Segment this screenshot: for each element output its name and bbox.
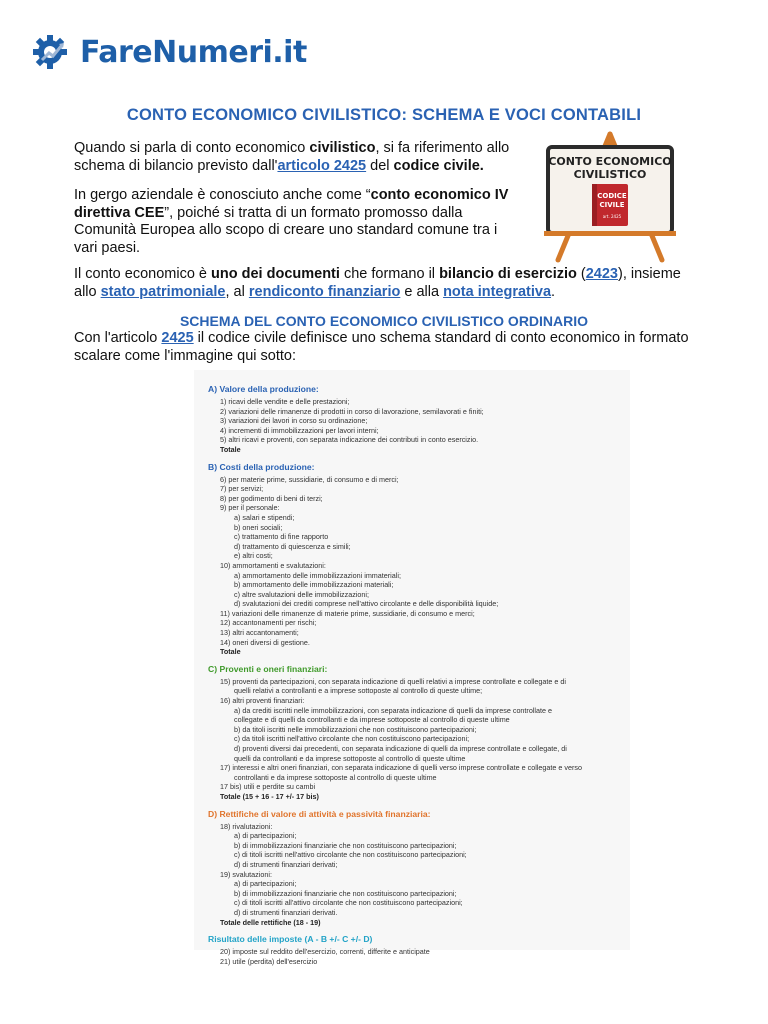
schema-line: d) di strumenti finanziari derivati. (234, 907, 338, 917)
schema-line: collegate e di quelli da controllanti e da imprese sottoposte al controllo di queste ultime (234, 715, 510, 725)
schema-line: quelli da controllanti e da imprese sottoposte al controllo di queste ultime (234, 753, 466, 763)
bold-text: conto economico IV direttiva CEE (74, 187, 509, 221)
schema-line: 17) interessi e altri oneri finanziari, con separata indicazione di quelli verso imprese controllate e collegate e verso (220, 763, 582, 773)
schema-spacer (212, 927, 630, 934)
schema-line: c) trattamento di fine rapporto (234, 532, 329, 542)
schema-total: Totale (15 + 16 - 17 +/- 17 bis) (220, 791, 319, 801)
schema-line: 10) ammortamenti e svalutazioni: (220, 560, 326, 570)
book-line2: CIVILE (599, 201, 625, 209)
logo-part1: Fare (80, 34, 153, 70)
schema-line: 1) ricavi delle vendite e delle prestazioni; (220, 397, 350, 406)
easel-illustration (540, 132, 680, 262)
schema-line: controllanti e da imprese sottoposte al controllo di queste ultime (234, 772, 437, 782)
schema-line: 12) accantonamenti per rischi; (220, 618, 317, 628)
schema-line: 5) altri ricavi e proventi, con separata indicazione dei contributi in conto esercizio. (220, 435, 479, 445)
easel-line1: CONTO ECONOMICO (548, 155, 672, 168)
bold-text: civilistico (309, 140, 376, 156)
text: In gergo aziendale è conosciuto anche come “ (74, 187, 371, 203)
text: , si fa riferimento allo schema di bilancio previsto dall' (74, 140, 510, 174)
book-line3: art. 2425 (602, 214, 622, 219)
bold-text: bilancio di esercizio (439, 266, 577, 282)
schema-total: Totale (220, 444, 241, 454)
link-2425[interactable]: 2425 (161, 330, 194, 346)
schema-line: d) proventi diversi dai precedenti, con separata indicazione di quelli da imprese controllate e collegate, di (234, 744, 567, 753)
text: Quando si parla di conto economico (74, 140, 310, 156)
schema-spacer (212, 455, 630, 462)
schema-line: a) di partecipazioni; (234, 879, 297, 889)
schema-line: a) ammortamento delle immobilizzazioni immateriali; (234, 570, 401, 580)
schema-section-heading: Risultato delle imposte (A - B +/- C +/- D) (208, 934, 373, 945)
bold-text: uno dei documenti (211, 266, 340, 282)
easel-line2: CIVILISTICO (573, 168, 647, 181)
bold-text: codice civile. (393, 157, 484, 174)
schema-line: 8) per godimento di beni di terzi; (220, 493, 323, 503)
schema-image (194, 370, 630, 966)
section-subtitle: SCHEMA DEL CONTO ECONOMICO CIVILISTICO ORDINARIO (179, 313, 589, 329)
schema-intro-paragraph (74, 330, 704, 365)
schema-line: 16) altri proventi finanziari: (220, 696, 305, 706)
link-2423[interactable]: 2423 (585, 266, 618, 282)
schema-line: b) da titoli iscritti nelle immobilizzazioni che non costituiscono partecipazioni; (234, 724, 477, 734)
link-rendiconto-finanziario[interactable]: rendiconto finanziario (248, 283, 401, 300)
logo-part2: Numeri.it (152, 34, 307, 70)
link-stato-patrimoniale[interactable]: stato patrimoniale (100, 283, 226, 300)
intro-paragraph-1 (74, 140, 514, 175)
schema-line: a) salari e stipendi; (234, 512, 295, 522)
schema-spacer (212, 657, 630, 664)
schema-line: c) di titoli iscritti all'attivo circolante che non costituiscono partecipazioni; (234, 898, 463, 908)
schema-line: 20) imposte sul reddito dell'esercizio, correnti, differite e anticipate (220, 947, 430, 957)
text: ), insieme allo (74, 266, 681, 300)
text: Il conto economico è (74, 266, 212, 282)
schema-line: 6) per materie prime, sussidiarie, di consumo e di merci; (220, 474, 399, 484)
schema-section-heading: D) Rettifiche di valore di attività e passività finanziaria: (208, 808, 431, 819)
schema-line: 14) oneri diversi di gestione. (220, 637, 310, 647)
schema-section-heading: B) Costi della produzione: (208, 461, 315, 472)
schema-total: Totale (220, 647, 241, 657)
schema-line: quelli relativi a controllanti e a imprese sottoposte al controllo di queste ultime; (234, 686, 483, 696)
gear-icon (32, 32, 78, 72)
link-articolo-2425[interactable]: articolo 2425 (277, 157, 367, 174)
schema-line: b) di immobilizzazioni finanziarie che non costituiscono partecipazioni; (234, 840, 457, 850)
schema-section-heading: A) Valore della produzione: (208, 384, 319, 394)
schema-line: 3) variazioni dei lavori in corso su ordinazione; (220, 416, 368, 426)
text: , al (225, 283, 249, 300)
schema-line: d) trattamento di quiescenza e simili; (234, 541, 351, 551)
schema-line: d) di strumenti finanziari derivati; (234, 859, 338, 869)
schema-line: d) svalutazioni dei crediti comprese nell'attivo circolante e delle disponibilità liquide; (234, 599, 499, 609)
schema-line: a) da crediti iscritti nelle immobilizzazioni, con separata indicazione di quelli da imprese controllate e (234, 705, 553, 715)
page-title: CONTO ECONOMICO CIVILISTICO: SCHEMA E VOCI CONTABILI (126, 106, 642, 124)
schema-spacer (212, 802, 630, 809)
text: il codice civile definisce uno schema standard di conto economico in formato scalare come l'immagine qui sotto: (74, 330, 689, 364)
text: che formano il (339, 266, 440, 282)
text: e alla (400, 283, 444, 300)
schema-line: 17 bis) utili e perdite su cambi (220, 782, 316, 792)
schema-line: 13) altri accantonamenti; (220, 628, 299, 638)
link-nota-integrativa[interactable]: nota integrativa (443, 283, 552, 300)
text: ( (576, 266, 586, 282)
schema-line: 15) proventi da partecipazioni, con separata indicazione di quelli relativi a imprese controllate e collegate e di (220, 676, 567, 686)
text: del (366, 157, 394, 174)
schema-total: Totale delle rettifiche (18 - 19) (220, 917, 321, 927)
schema-line: 18) rivalutazioni: (220, 821, 273, 831)
schema-line: b) oneri sociali; (234, 522, 283, 532)
text: ”, poiché si tratta di un formato promosso dalla Comunità Europea allo scopo di creare uno standard comune tra i vari paesi. (74, 204, 498, 256)
schema-line: c) di titoli iscritti nell'attivo circolante che non costituiscono partecipazioni; (234, 850, 467, 860)
schema-line: c) altre svalutazioni delle immobilizzazioni; (234, 589, 370, 599)
text: . (551, 283, 556, 300)
schema-section-heading: C) Proventi e oneri finanziari: (208, 663, 328, 674)
schema-line: 11) variazioni delle rimanenze di materie prime, sussidiarie, di consumo e merci; (220, 608, 475, 618)
schema-line: a) di partecipazioni; (234, 831, 297, 841)
schema-line: b) ammortamento delle immobilizzazioni materiali; (234, 580, 394, 590)
schema-line: 19) svalutazioni: (220, 869, 272, 879)
schema-line: c) da titoli iscritti nell'attivo circolante che non costituiscono partecipazioni; (234, 734, 470, 744)
intro-paragraph-3 (74, 266, 704, 301)
schema-line: b) di immobilizzazioni finanziarie che non costituiscono partecipazioni; (234, 888, 457, 898)
schema-line: 2) variazioni delle rimanenze di prodotti in corso di lavorazione, semilavorati e finiti; (220, 406, 484, 416)
schema-line: 7) per servizi; (220, 484, 264, 494)
schema-line: 4) incrementi di immobilizzazioni per lavori interni; (220, 425, 379, 435)
book-line1: CODICE (597, 192, 627, 200)
site-logo[interactable] (32, 32, 307, 72)
intro-paragraph-2 (74, 187, 519, 257)
schema-line: 21) utile (perdita) dell'esercizio (220, 956, 318, 966)
text: Con l'articolo (74, 330, 162, 346)
schema-line: e) altri costi; (234, 551, 273, 561)
logo-wordmark (80, 35, 307, 70)
schema-line: 9) per il personale: (220, 503, 280, 513)
